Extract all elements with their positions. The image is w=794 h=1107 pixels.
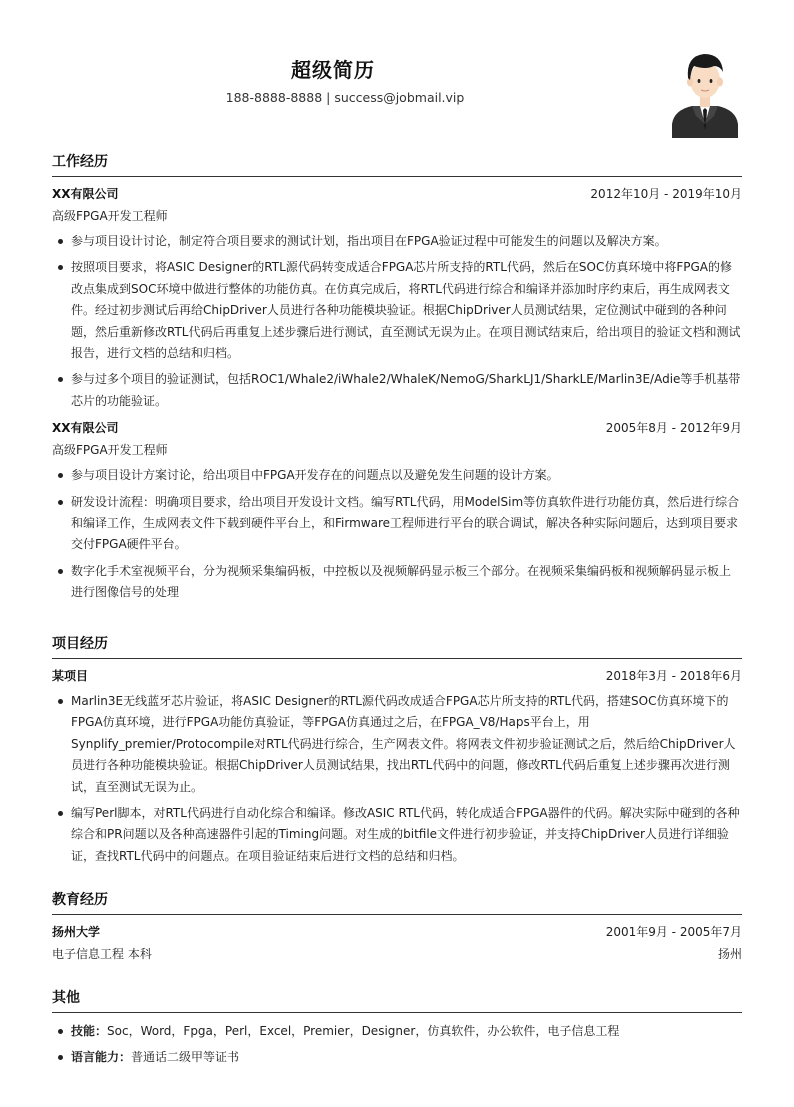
company-name: XX有限公司 <box>52 421 119 436</box>
job-period: 2005年8月 - 2012年9月 <box>605 421 742 436</box>
work-section <box>52 152 742 609</box>
other-section-title: 其他 <box>52 988 742 1013</box>
project-bullet: Marlin3E无线蓝牙芯片验证，将ASIC Designer的RTL源代码改成适合FPGA芯片所支持的RTL代码，搭建SOC仿真环境下的FPGA仿真环境，进行FPGA功能仿真验证，等FPGA仿真通过之后，在FPGA_V8/Haps平台上，用Synplify_premier/Protocompile对RTL代码进行综合，生产网表文件。将网表文件初步验证测试之后，然后给ChipDriver人员进行各种功能模块验证。根据ChipDriver人员测试结果，找出RTL代码中的问题，修改RTL代码后重复上述步骤再次进行测试，直至测试无误为止。 <box>52 691 742 798</box>
other-item-value: 普通话二级甲等证书 <box>131 1050 240 1065</box>
projects-section-title: 项目经历 <box>52 634 742 659</box>
resume-name: 超级简历 <box>291 58 375 82</box>
job-bullet: 按照项目要求，将ASIC Designer的RTL源代码转变成适合FPGA芯片所支持的RTL代码，然后在SOC仿真环境中将FPGA的修改点集成到SOC环境中做进行整体的功能仿真。在仿真完成后，将RTL代码进行综合和编译并添加时序约束后，再生成网表文件。经过初步测试后再给ChipDriver人员进行各种功能模块验证。根据ChipDriver人员测试结果，定位测试中碰到的各种问题，然后重新修改RTL代码后再重复上述步骤后进行测试，直至测试无误为止。在项目测试结束后，给出项目的验证文档和测试报告，进行文档的总结和归档。 <box>52 257 742 364</box>
company-name: XX有限公司 <box>52 187 119 201</box>
job-entry <box>52 417 742 603</box>
school-name: 扬州大学 <box>52 925 101 939</box>
job-entry <box>52 183 742 412</box>
job-bullet: 参与过多个项目的验证测试，包括ROC1/Whale2/iWhale2/WhaleK/NemoG/SharkLJ1/SharkLE/Marlin3E/Adie等手机基带芯片的功能验证。 <box>52 369 742 412</box>
education-section-title: 教育经历 <box>52 890 742 915</box>
major: 电子信息工程 本科 <box>52 947 152 961</box>
school-location: 扬州 <box>717 947 742 961</box>
other-item-skills <box>52 1021 742 1042</box>
education-section <box>52 890 742 965</box>
projects-section <box>52 634 742 872</box>
project-bullet: 编写Perl脚本，对RTL代码进行自动化综合和编译。修改ASIC RTL代码，转化成适合FPGA器件的代码。解决实际中碰到的各种综合和PR问题以及各种高速器件引起的Timing问题。对生成的bitfile文件进行初步验证，并支持ChipDriver人员进行详细验证，查找RTL代码中的问题点。在项目验证结束后进行文档的总结和归档。 <box>52 803 742 867</box>
other-section <box>52 988 742 1074</box>
job-role: 高级FPGA开发工程师 <box>52 443 168 458</box>
other-item-label: 技能： <box>71 1024 108 1038</box>
work-section-title: 工作经历 <box>52 152 742 177</box>
project-period: 2018年3月 - 2018年6月 <box>605 669 742 683</box>
other-item-label: 语言能力： <box>71 1050 132 1065</box>
job-bullet: 参与项目设计方案讨论，给出项目中FPGA开发存在的问题点以及避免发生问题的设计方案。 <box>52 465 742 486</box>
job-role: 高级FPGA开发工程师 <box>52 209 168 223</box>
other-item-value: Soc，Word，Fpga，Perl，Excel，Premier，Designer，仿真软件，办公软件，电子信息工程 <box>107 1024 620 1038</box>
avatar <box>670 46 740 138</box>
job-bullet: 数字化手术室视频平台，分为视频采集编码板，中控板以及视频解码显示板三个部分。在视频采集编码板和视频解码显示板上进行图像信号的处理 <box>52 561 742 604</box>
education-period: 2001年9月 - 2005年7月 <box>605 925 742 939</box>
contact-info: 188-8888-8888 | success@jobmail.vip <box>225 90 465 105</box>
job-bullet: 参与项目设计讨论，制定符合项目要求的测试计划，指出项目在FPGA验证过程中可能发生的问题以及解决方案。 <box>52 231 742 252</box>
project-name: 某项目 <box>52 669 89 683</box>
job-period: 2012年10月 - 2019年10月 <box>590 187 742 201</box>
job-bullet: 研发设计流程：明确项目要求，给出项目开发设计文档。编写RTL代码，用ModelSim等仿真软件进行功能仿真，然后进行综合和编译工作，生成网表文件下载到硬件平台上，和Firmware工程师进行平台的联合调试，解决各种实际问题后，达到项目要求交付FPGA硬件平台。 <box>52 492 742 556</box>
other-item-language <box>52 1047 742 1068</box>
